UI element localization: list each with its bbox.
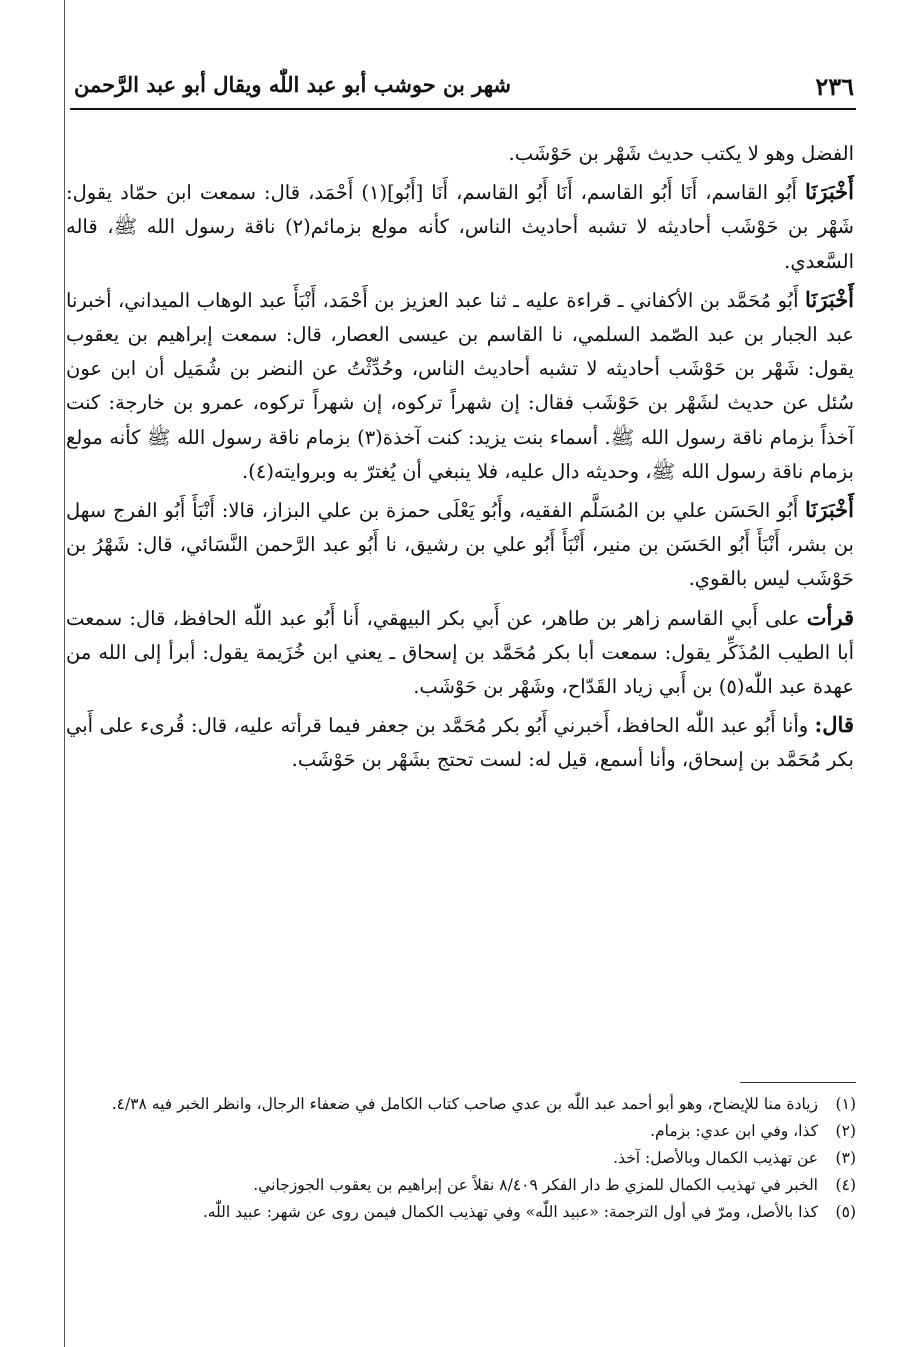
footnote	[66, 1092, 856, 1117]
paragraph-lead: أَخْبَرَنَا	[805, 179, 854, 205]
footnote-text: كذا بالأصل، ومرّ في أول الترجمة: «عبيد اللّٰه» وفي تهذيب الكمال فيمن روى عن شهر: عبيد اللّٰه.	[202, 1203, 818, 1221]
paragraph	[66, 136, 854, 171]
footnote	[66, 1200, 856, 1225]
footnote	[66, 1146, 856, 1171]
paragraph-lead: أَخْبَرَنَا	[805, 286, 855, 312]
page-number: ٢٣٦	[815, 72, 854, 101]
paragraph-text: على أَبي القاسم زاهر بن طاهر، عن أَبي بكر البيهقي، أَنا أَبُو عبد اللّٰه الحافظ، قال: سمعت أبا الطيب المُذَكِّر يقول: سمعت أبا بكر مُحَمَّد بن إسحاق ـ يعني ابن خُزَيمة يقول: أبرأ إلى الله من عهدة عبد اللّٰه(٥) بن أَبي زياد القَدّاح، وشَهْر بن حَوْشَب.	[66, 606, 854, 699]
footnotes	[66, 1092, 856, 1227]
footnote	[66, 1119, 856, 1144]
page-header	[74, 72, 854, 106]
footnote-number: (٤)	[835, 1176, 856, 1194]
paragraph-text: أَبُو مُحَمَّد بن الأكفاني ـ قراءة عليه ـ ثنا عبد العزيز بن أَحْمَد، أَنْبَأَ عبد الوهاب الميداني، أخبرنا عبد الجبار بن عبد الصّمد السلمي، نا القاسم بن عيسى العصار، قال: سمعت إبراهيم بن يعقوب يقول: شَهْر بن حَوْشَب أحاديثه لا تشبه أحاديث الناس، وحُدِّثْتُ عن النضر بن شُمَيل أن ابن عون سُئل عن حديث لشَهْر بن حَوْشَب فقال: إن شهراً تركوه، إن شهراً تركوه، عمرو بن خارجة: كنت آخذاً بزمام ناقة رسول الله ﷺ. أسماء بنت يزيد: كنت آخذة(٣) بزمام ناقة رسول الله ﷺ كأنه مولع بزمام ناقة رسول الله ﷺ، وحديثه دال عليه، فلا ينبغي أن يُغترّ به وبروايته(٤).	[66, 288, 854, 483]
footnote-separator	[740, 1082, 856, 1083]
footnote	[66, 1173, 856, 1198]
header-rule	[70, 108, 856, 110]
footnote-text: عن تهذيب الكمال وبالأصل: آخذ.	[613, 1149, 818, 1167]
paragraph-lead: قال:	[814, 712, 854, 738]
main-text	[66, 136, 854, 782]
paragraph	[66, 175, 854, 279]
paragraph-text: أَبُو الحَسَن علي بن المُسَلَّم الفقيه، وأَبُو يَعْلَى حمزة بن علي البزاز، قالا: أَنْبَأَ أَبُو الفرج سهل بن بشر، أَنْبَأَ أَبُو الحَسَن بن منير، أَنْبَأَ أَبُو علي بن رشيق، نا أَبُو عبد الرَّحمن النَّسَائي، قال: شَهْرُ بن حَوْشَب ليس بالقوي.	[66, 499, 854, 591]
paragraph	[66, 493, 854, 597]
margin-rule	[64, 0, 65, 1347]
footnote-number: (٥)	[835, 1203, 856, 1221]
paragraph	[66, 601, 854, 705]
footnote-number: (١)	[835, 1095, 856, 1113]
paragraph-text: الفضل وهو لا يكتب حديث شَهْر بن حَوْشَب.	[508, 142, 854, 165]
running-title: شهر بن حوشب أبو عبد اللّٰه ويقال أبو عبد الرَّحمن	[74, 72, 512, 97]
footnote-number: (٢)	[835, 1122, 856, 1140]
paragraph	[66, 708, 854, 777]
footnote-text: الخبر في تهذيب الكمال للمزي ط دار الفكر ٨/٤٠٩ نقلاً عن إبراهيم بن يعقوب الجوزجاني.	[253, 1176, 818, 1194]
footnote-number: (٣)	[835, 1149, 856, 1167]
footnote-text: كذا، وفي ابن عدي: بزمام.	[650, 1122, 818, 1140]
paragraph	[66, 283, 854, 489]
footnote-text: زيادة منا للإيضاح، وهو أبو أحمد عبد اللّٰه بن عدي صاحب كتاب الكامل في ضعفاء الرجال، وانظر الخبر فيه ٤/٣٨.	[111, 1095, 818, 1113]
paragraph-text: أَبُو القاسم، أَنَا أَبُو القاسم، أَنَا أَبُو القاسم، أَنَا [أَبُو](١) أَحْمَد، قال: سمعت ابن حمّاد يقول: شَهْر بن حَوْشَب أحاديثه لا تشبه أحاديث الناس، كأنه مولع بزمائم(٢) ناقة رسول الله ﷺ، قاله السَّعدي.	[66, 181, 854, 273]
paragraph-lead: أَخْبَرَنَا	[805, 497, 854, 523]
paragraph-lead: قرأت	[806, 604, 854, 630]
paragraph-text: وأنا أَبُو عبد اللّٰه الحافظ، أَخبرني أَبُو بكر مُحَمَّد بن جعفر فيما قرأته عليه، قال: قُرىء على أَبي بكر مُحَمَّد بن إسحاق، وأنا أسمع، قيل له: لست تحتج بشَهْر بن حَوْشَب.	[66, 714, 854, 772]
